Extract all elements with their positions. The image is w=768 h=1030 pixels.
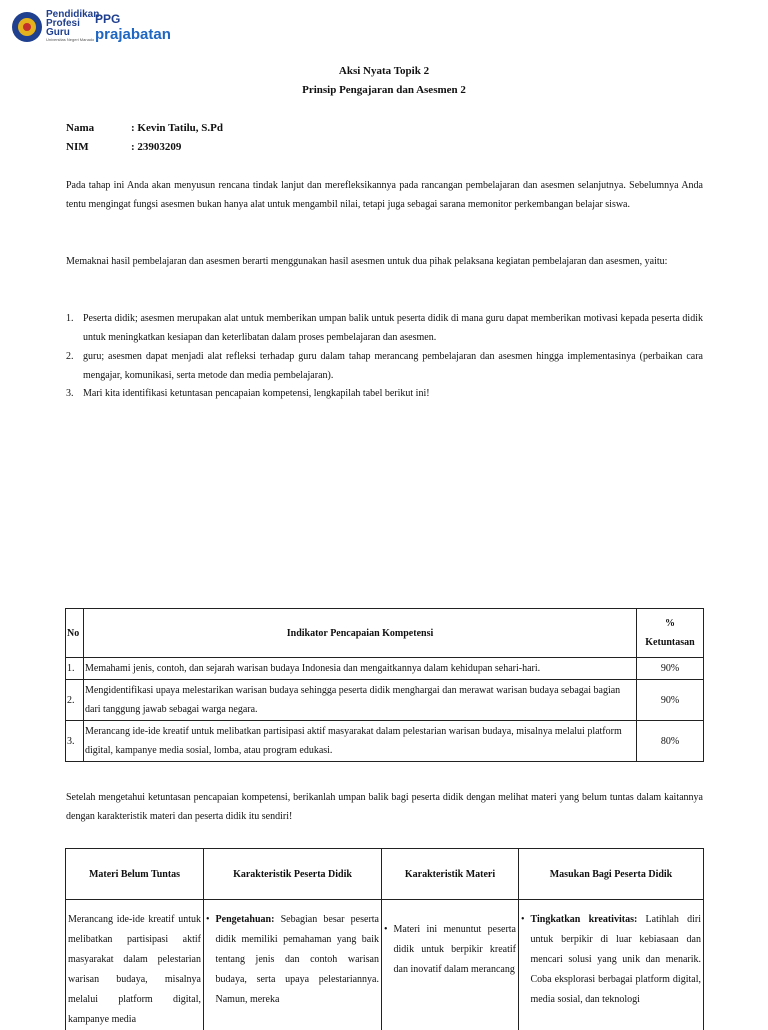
- logo-line-4: Universitas Negeri Manado: [46, 37, 99, 43]
- cell-materi: Merancang ide-ide kreatif untuk melibatkan partisipasi aktif masyarakat dalam pelestarian warisan budaya, misalnya melalui platform digital, kampanye media: [66, 900, 204, 1030]
- header-masukan: Masukan Bagi Peserta Didik: [519, 849, 704, 900]
- ppg-unima-logo: [12, 10, 99, 43]
- header-karakteristik-materi: Karakteristik Materi: [382, 849, 519, 900]
- nim-row: [66, 141, 181, 153]
- bullet-icon: •: [521, 910, 525, 1010]
- university-seal-icon: [12, 12, 42, 42]
- table-row: [66, 658, 704, 680]
- list-number: 2.: [66, 347, 74, 366]
- row-no: 2.: [66, 680, 84, 721]
- list-text: Peserta didik; asesmen merupakan alat untuk memberikan umpan balik untuk peserta didik di mana guru dapat memberikan motivasi kepada peserta didik untuk meningkatkan kesiapan dan keterlibatan dalam proses pembelajaran dan asesmen.: [83, 309, 703, 347]
- cell-karakteristik-materi: [382, 900, 519, 1030]
- row-ketuntasan: 90%: [637, 680, 704, 721]
- bullet-icon: •: [384, 920, 388, 980]
- paragraph-meaning: Memaknai hasil pembelajaran dan asesmen berarti menggunakan hasil asesmen untuk dua pihak pelaksana kegiatan pembelajaran dan asesmen, yaitu:: [66, 252, 703, 271]
- paragraph-intro: Pada tahap ini Anda akan menyusun rencana tindak lanjut dan merefleksikannya pada rancangan pembelajaran dan asesmen selanjutnya. Sebelumnya Anda tentu mengingat fungsi asesmen bukan hanya alat untuk mengambil nilai, tetapi juga sebagai sarana memonitor perkembangan belajar siswa.: [66, 176, 703, 214]
- table-row: [66, 721, 704, 762]
- row-indikator: Memahami jenis, contoh, dan sejarah warisan budaya Indonesia dan mengaitkannya dalam kehidupan sehari-hari.: [84, 658, 637, 680]
- logo-line-1: Pendidikan: [46, 10, 99, 19]
- nim-label: NIM: [66, 141, 131, 153]
- nim-value: : 23903209: [131, 141, 181, 153]
- bullet-item: [521, 910, 701, 1010]
- bullet-heading: Pengetahuan:: [216, 914, 275, 925]
- list-item: [66, 309, 703, 347]
- nama-value: : Kevin Tatilu, S.Pd: [131, 122, 223, 134]
- table-header-row: [66, 609, 704, 658]
- feedback-table: [65, 848, 704, 1030]
- header-no: No: [66, 609, 84, 658]
- logo-line-3: Guru: [46, 28, 99, 37]
- bullet-content: [531, 910, 701, 1010]
- list-text: Mari kita identifikasi ketuntasan pencapaian kompetensi, lengkapilah tabel berikut ini!: [83, 384, 703, 403]
- table-row: [66, 680, 704, 721]
- nama-label: Nama: [66, 122, 131, 134]
- bullet-icon: •: [206, 910, 210, 1010]
- header-percent-sign: %: [638, 614, 702, 633]
- row-ketuntasan: 90%: [637, 658, 704, 680]
- header-materi: Materi Belum Tuntas: [66, 849, 204, 900]
- ppg-logo-text: PPG: [95, 12, 120, 26]
- header-ketuntasan: [637, 609, 704, 658]
- header-ketuntasan-label: Ketuntasan: [638, 633, 702, 652]
- header-indikator: Indikator Pencapaian Kompetensi: [84, 609, 637, 658]
- list-item: [66, 347, 703, 385]
- row-no: 3.: [66, 721, 84, 762]
- document-title: Aksi Nyata Topik 2: [0, 65, 768, 77]
- row-indikator: Mengidentifikasi upaya melestarikan warisan budaya sehingga peserta didik menghargai dan merawat warisan budaya sebagai bagian dari tanggung jawab sebagai warga negara.: [84, 680, 637, 721]
- cell-karakteristik-peserta: [204, 900, 382, 1030]
- bullet-text: Latihlah diri untuk berpikir di luar kebiasaan dan mencari solusi yang unik dan menarik. Coba eksplorasi berbagai platform digital, media sosial, dan teknologi: [531, 914, 701, 1005]
- table-row: [66, 900, 704, 1030]
- nama-row: [66, 122, 223, 134]
- cell-masukan: [519, 900, 704, 1030]
- row-indikator: Merancang ide-ide kreatif untuk melibatkan partisipasi aktif masyarakat dalam pelestarian warisan budaya, misalnya melalui platform digital, kampanye media sosial, lomba, atau program edukasi.: [84, 721, 637, 762]
- bullet-item: [206, 910, 379, 1010]
- list-text: guru; asesmen dapat menjadi alat refleksi terhadap guru dalam tahap merancang pembelajaran dan asesmen hingga implementasinya (perbaikan cara mengajar, komunikasi, serta metode dan media pembelajaran).: [83, 347, 703, 385]
- bullet-heading: Tingkatkan kreativitas:: [531, 914, 638, 925]
- table-header-row: [66, 849, 704, 900]
- document-subtitle: Prinsip Pengajaran dan Asesmen 2: [0, 84, 768, 96]
- competency-table: [65, 608, 704, 762]
- list-number: 3.: [66, 384, 74, 403]
- row-no: 1.: [66, 658, 84, 680]
- ppg-prajabatan-logo: [95, 10, 171, 43]
- paragraph-feedback: Setelah mengetahui ketuntasan pencapaian kompetensi, berikanlah umpan balik bagi peserta didik dengan melihat materi yang belum tuntas dalam kaitannya dengan karakteristik materi dan peserta didik itu sendiri!: [66, 788, 703, 826]
- bullet-text: Materi ini menuntut peserta didik untuk berpikir kreatif dan inovatif dalam merancang: [394, 920, 516, 980]
- header-karakteristik-peserta: Karakteristik Peserta Didik: [204, 849, 382, 900]
- logo-text: [46, 10, 99, 43]
- list-number: 1.: [66, 309, 74, 328]
- prajabatan-logo-text: prajabatan: [95, 26, 171, 43]
- bullet-text: Sebagian besar peserta didik memiliki pemahaman yang baik tentang jenis dan contoh warisan budaya, serta upaya pelestariannya. Namun, mereka: [216, 914, 379, 1005]
- bullet-item: [384, 910, 516, 980]
- logo-line-2: Profesi: [46, 19, 99, 28]
- bullet-content: [216, 910, 379, 1010]
- row-ketuntasan: 80%: [637, 721, 704, 762]
- list-item: [66, 384, 703, 403]
